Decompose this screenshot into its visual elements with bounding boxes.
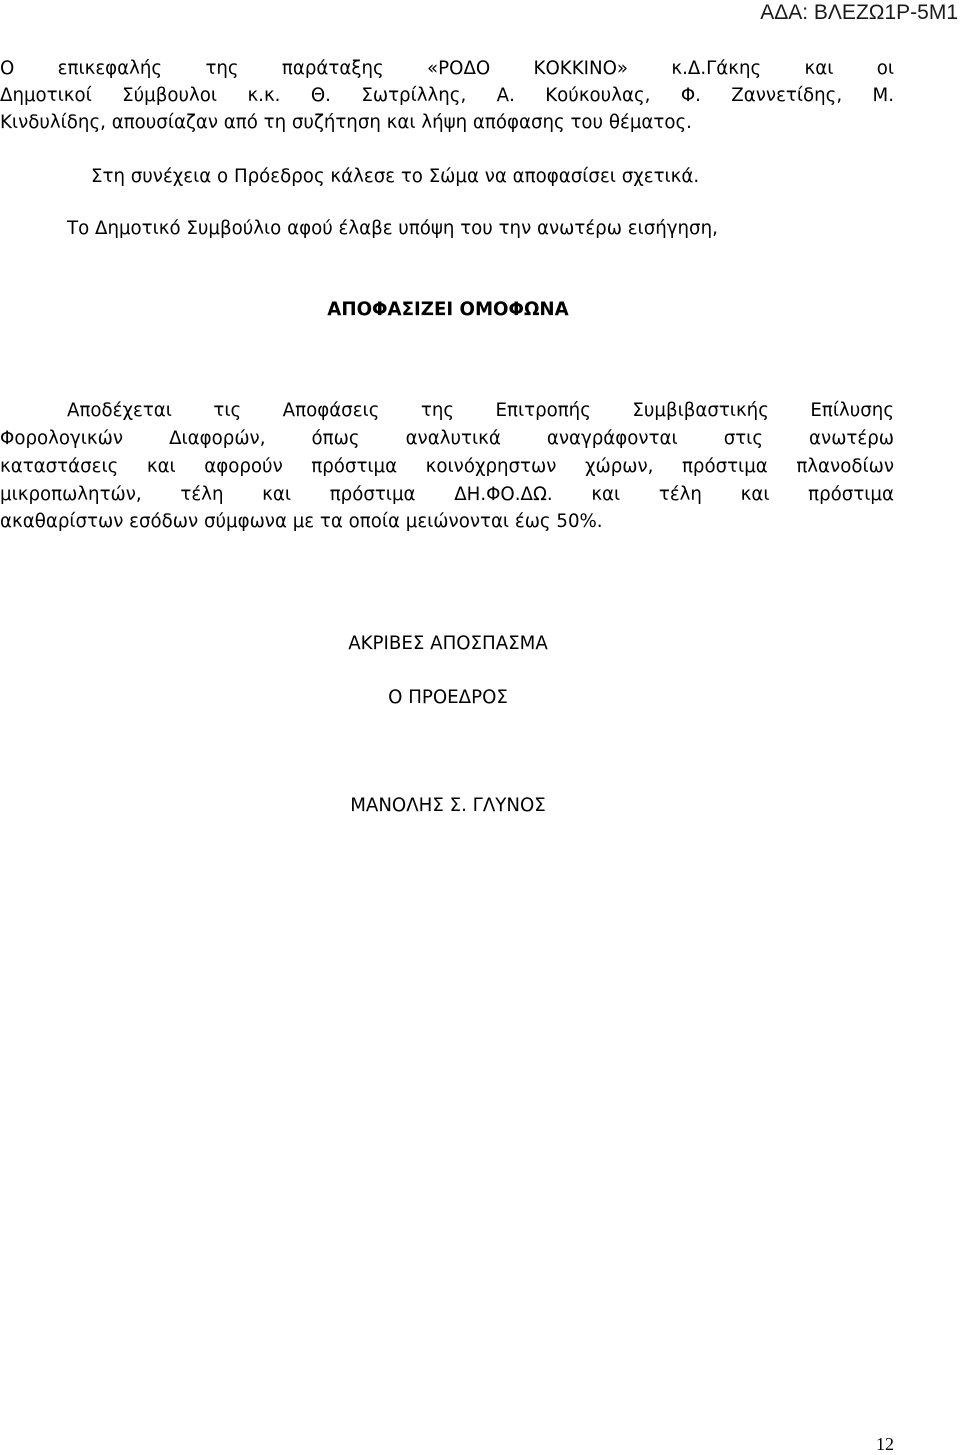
president-call-text: Στη συνέχεια ο Πρόεδρος κάλεσε το Σώμα να αποφασίσει σχετικά.	[91, 166, 700, 187]
decision-line-4: μικροπωλητών, τέλη και πρόστιμα ΔΗ.ΦΟ.ΔΩ. και τέλη και πρόστιμα	[0, 484, 894, 505]
ada-header: ΑΔΑ: ΒΛΕΖΩ1Ρ-5Μ1	[760, 1, 958, 24]
decision-line-5: ακαθαρίστων εσόδων σύμφωνα με τα οποία μειώνονται έως 50%.	[0, 511, 603, 532]
decision-line-2: Φορολογικών Διαφορών, όπως αναλυτικά αναγράφονται στις ανωτέρω	[0, 428, 894, 449]
president-title: Ο ΠΡΟΕΔΡΟΣ	[388, 687, 508, 708]
decision-heading: ΑΠΟΦΑΣΙΖΕΙ ΟΜΟΦΩΝΑ	[327, 299, 569, 320]
intro-line-1: Ο επικεφαλής της παράταξης «ΡΟΔΟ ΚΟΚΚΙΝΟ» κ.Δ.Γάκης και οι	[0, 58, 894, 79]
intro-line-3: Κινδυλίδης, απουσίαζαν από τη συζήτηση και λήψη απόφασης του θέματος.	[0, 112, 692, 133]
intro-line-2: Δημοτικοί Σύμβουλοι κ.κ. Θ. Σωτρίλλης, Α. Κούκουλας, Φ. Ζαννετίδης, Μ.	[0, 85, 894, 106]
page-number: 12	[876, 1434, 894, 1454]
decision-line-3: καταστάσεις και αφορούν πρόστιμα κοινόχρηστων χώρων, πρόστιμα πλανοδίων	[0, 456, 894, 477]
decision-line-1: Αποδέχεται τις Αποφάσεις της Επιτροπής Συμβιβαστικής Επίλυσης	[67, 400, 894, 421]
certified-copy-label: ΑΚΡΙΒΕΣ ΑΠΟΣΠΑΣΜΑ	[348, 633, 548, 654]
president-name: ΜΑΝΟΛΗΣ Σ. ΓΛΥΝΟΣ	[350, 795, 546, 816]
council-consideration-text: Το Δημοτικό Συμβούλιο αφού έλαβε υπόψη του την ανωτέρω εισήγηση,	[67, 218, 718, 239]
